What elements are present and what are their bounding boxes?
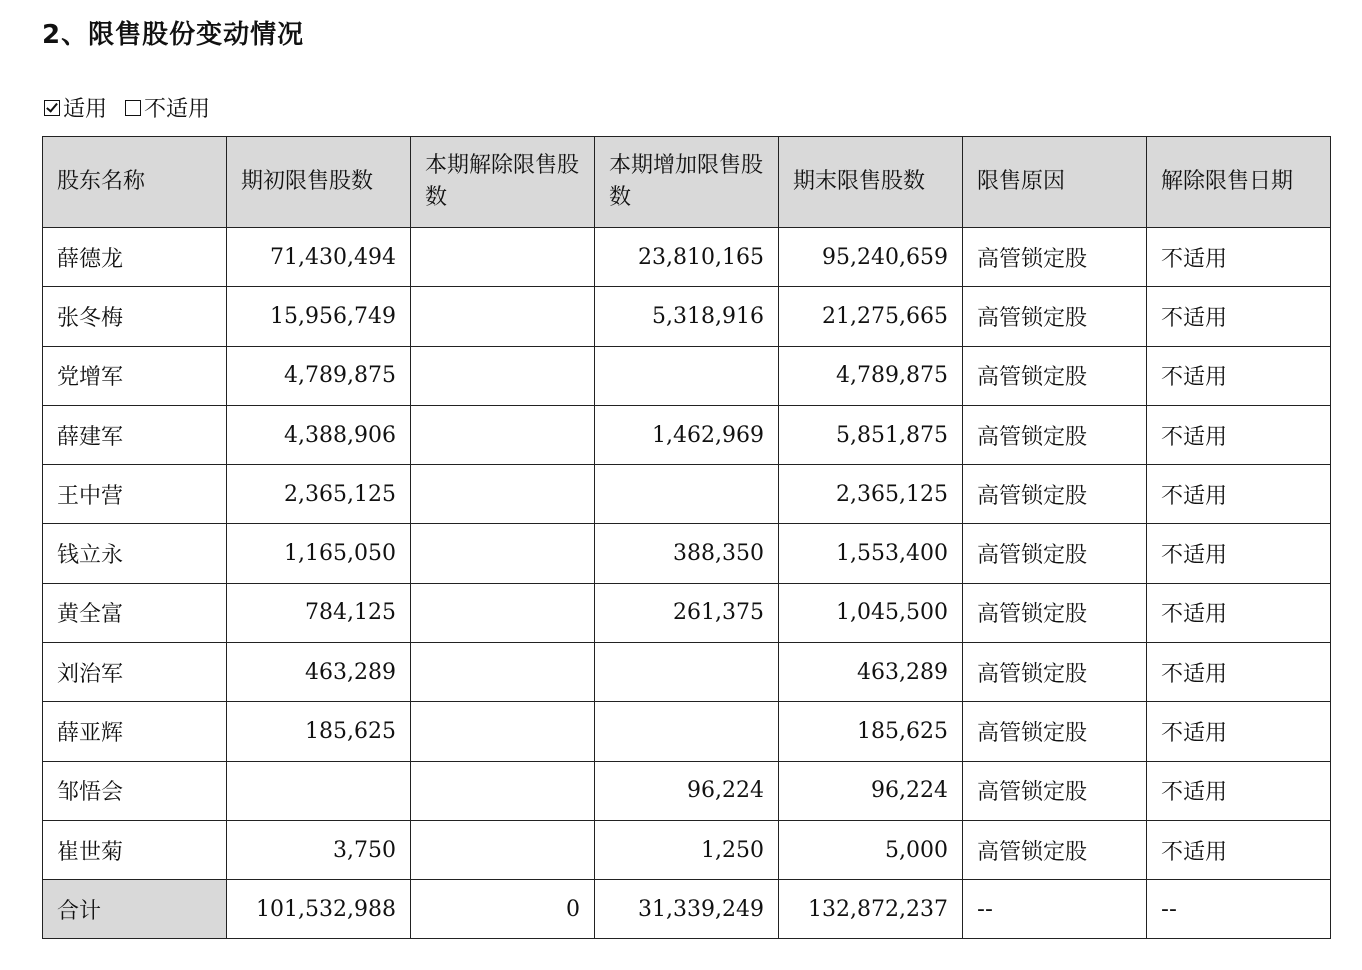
added-restricted — [595, 346, 779, 405]
opening-restricted: 4,789,875 — [227, 346, 411, 405]
opening-restricted — [227, 761, 411, 820]
shareholder-name: 邹悟会 — [43, 761, 227, 820]
added-restricted — [595, 643, 779, 702]
opening-restricted: 2,365,125 — [227, 465, 411, 524]
total-added-restricted: 31,339,249 — [595, 880, 779, 939]
released-restricted — [411, 820, 595, 879]
closing-restricted: 96,224 — [779, 761, 963, 820]
shareholder-name: 薛亚辉 — [43, 702, 227, 761]
header-release-date: 解除限售日期 — [1147, 137, 1331, 228]
release-date: 不适用 — [1147, 761, 1331, 820]
release-date: 不适用 — [1147, 465, 1331, 524]
released-restricted — [411, 761, 595, 820]
closing-restricted: 21,275,665 — [779, 287, 963, 346]
released-restricted — [411, 465, 595, 524]
closing-restricted: 5,851,875 — [779, 405, 963, 464]
closing-restricted: 4,789,875 — [779, 346, 963, 405]
table-row — [43, 405, 1331, 464]
unchecked-box-icon[interactable] — [125, 100, 141, 116]
applicability-options — [44, 92, 228, 123]
released-restricted — [411, 405, 595, 464]
table-row — [43, 643, 1331, 702]
closing-restricted: 95,240,659 — [779, 228, 963, 287]
released-restricted — [411, 702, 595, 761]
restriction-reason: 高管锁定股 — [963, 643, 1147, 702]
opening-restricted: 15,956,749 — [227, 287, 411, 346]
table-row — [43, 583, 1331, 642]
total-released-restricted: 0 — [411, 880, 595, 939]
table-row — [43, 702, 1331, 761]
shareholder-name: 张冬梅 — [43, 287, 227, 346]
table-row — [43, 465, 1331, 524]
restriction-reason: 高管锁定股 — [963, 702, 1147, 761]
release-date: 不适用 — [1147, 405, 1331, 464]
shareholder-name: 党增军 — [43, 346, 227, 405]
header-released-restricted: 本期解除限售股数 — [411, 137, 595, 228]
restriction-reason: 高管锁定股 — [963, 405, 1147, 464]
opening-restricted: 784,125 — [227, 583, 411, 642]
release-date: 不适用 — [1147, 643, 1331, 702]
closing-restricted: 1,045,500 — [779, 583, 963, 642]
header-opening-restricted: 期初限售股数 — [227, 137, 411, 228]
opening-restricted: 4,388,906 — [227, 405, 411, 464]
restriction-reason: 高管锁定股 — [963, 524, 1147, 583]
restriction-reason: 高管锁定股 — [963, 583, 1147, 642]
release-date: 不适用 — [1147, 287, 1331, 346]
released-restricted — [411, 643, 595, 702]
shareholder-name: 薛建军 — [43, 405, 227, 464]
checked-box-icon[interactable] — [44, 100, 60, 116]
header-added-restricted: 本期增加限售股数 — [595, 137, 779, 228]
released-restricted — [411, 228, 595, 287]
release-date: 不适用 — [1147, 524, 1331, 583]
restriction-reason: 高管锁定股 — [963, 287, 1147, 346]
opening-restricted: 3,750 — [227, 820, 411, 879]
shareholder-name: 王中营 — [43, 465, 227, 524]
shareholder-name: 薛德龙 — [43, 228, 227, 287]
released-restricted — [411, 287, 595, 346]
section-title: 2、限售股份变动情况 — [42, 20, 305, 50]
table-row — [43, 524, 1331, 583]
shareholder-name: 崔世菊 — [43, 820, 227, 879]
added-restricted: 1,462,969 — [595, 405, 779, 464]
restricted-shares-table — [42, 136, 1331, 939]
not-applicable-label: 不适用 — [144, 97, 211, 122]
shareholder-name: 黄全富 — [43, 583, 227, 642]
opening-restricted: 185,625 — [227, 702, 411, 761]
release-date: 不适用 — [1147, 346, 1331, 405]
table-row — [43, 228, 1331, 287]
header-shareholder-name: 股东名称 — [43, 137, 227, 228]
released-restricted — [411, 346, 595, 405]
total-opening-restricted: 101,532,988 — [227, 880, 411, 939]
closing-restricted: 1,553,400 — [779, 524, 963, 583]
table-row — [43, 346, 1331, 405]
added-restricted: 388,350 — [595, 524, 779, 583]
shareholder-name: 钱立永 — [43, 524, 227, 583]
added-restricted: 23,810,165 — [595, 228, 779, 287]
total-closing-restricted: 132,872,237 — [779, 880, 963, 939]
added-restricted: 1,250 — [595, 820, 779, 879]
applicable-label: 适用 — [63, 97, 108, 122]
added-restricted: 261,375 — [595, 583, 779, 642]
opening-restricted: 71,430,494 — [227, 228, 411, 287]
table-total-row — [43, 880, 1331, 939]
release-date: 不适用 — [1147, 583, 1331, 642]
table-row — [43, 761, 1331, 820]
total-label: 合计 — [43, 880, 227, 939]
total-restriction-reason: -- — [963, 880, 1147, 939]
restriction-reason: 高管锁定股 — [963, 761, 1147, 820]
table-header-row — [43, 137, 1331, 228]
restriction-reason: 高管锁定股 — [963, 465, 1147, 524]
added-restricted: 5,318,916 — [595, 287, 779, 346]
header-restriction-reason: 限售原因 — [963, 137, 1147, 228]
closing-restricted: 2,365,125 — [779, 465, 963, 524]
restriction-reason: 高管锁定股 — [963, 346, 1147, 405]
restriction-reason: 高管锁定股 — [963, 820, 1147, 879]
released-restricted — [411, 583, 595, 642]
closing-restricted: 5,000 — [779, 820, 963, 879]
total-release-date: -- — [1147, 880, 1331, 939]
added-restricted — [595, 702, 779, 761]
table-row — [43, 820, 1331, 879]
release-date: 不适用 — [1147, 702, 1331, 761]
shareholder-name: 刘治军 — [43, 643, 227, 702]
release-date: 不适用 — [1147, 820, 1331, 879]
applicable-option[interactable] — [44, 92, 107, 123]
header-closing-restricted: 期末限售股数 — [779, 137, 963, 228]
released-restricted — [411, 524, 595, 583]
closing-restricted: 185,625 — [779, 702, 963, 761]
closing-restricted: 463,289 — [779, 643, 963, 702]
not-applicable-option[interactable] — [125, 92, 210, 123]
restriction-reason: 高管锁定股 — [963, 228, 1147, 287]
opening-restricted: 1,165,050 — [227, 524, 411, 583]
opening-restricted: 463,289 — [227, 643, 411, 702]
added-restricted — [595, 465, 779, 524]
table-row — [43, 287, 1331, 346]
release-date: 不适用 — [1147, 228, 1331, 287]
added-restricted: 96,224 — [595, 761, 779, 820]
